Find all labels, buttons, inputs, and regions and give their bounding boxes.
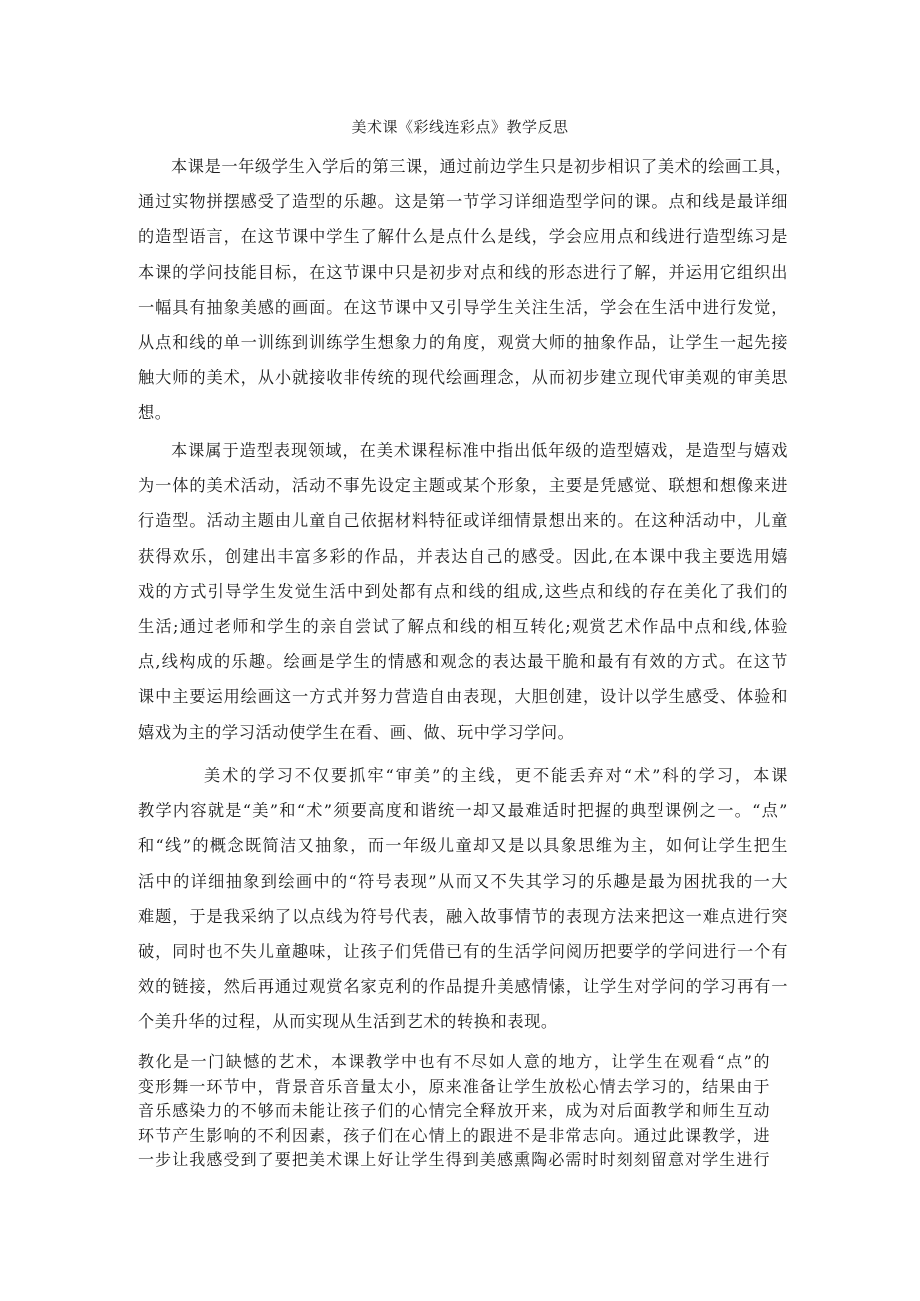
paragraph-line: 的造型语言，在这节课中学生了解什么是点什么是线，学会应用点和线进行造型练习是	[138, 227, 788, 247]
paragraph-line: 获得欢乐，创建出丰富多彩的作品，并表达自己的感受。因此,在本课中我主要选用嬉	[138, 546, 788, 566]
paragraph-line: 点,线构成的乐趣。绘画是学生的情感和观念的表达最干脆和最有有效的方式。在这节	[138, 652, 788, 672]
paragraph-3	[138, 758, 788, 1040]
paragraph-line: 触大师的美术，从小就接收非传统的现代绘画理念，从而初步建立现代审美观的审美思	[138, 368, 788, 388]
paragraph-line: 一幅具有抽象美感的画面。在这节课中又引导学生关注生活，学会在生活中进行发觉，	[138, 297, 788, 317]
paragraph-line: 本课的学问技能目标，在这节课中只是初步对点和线的形态进行了解，并运用它组织出	[138, 262, 788, 282]
paragraph-1	[138, 149, 793, 431]
paragraph-line: 本课是一年级学生入学后的第三课，通过前边学生只是初步相识了美术的绘画工具，	[171, 157, 793, 176]
document-title: 美术课《彩线连彩点》教学反思	[351, 118, 569, 136]
paragraph-line: 嬉戏为主的学习活动使学生在看、画、做、玩中学习学问。	[138, 722, 575, 742]
paragraph-line: 从点和线的单一训练到训练学生想象力的角度，观赏大师的抽象作品，让学生一起先接	[138, 332, 788, 352]
paragraph-line: 音乐感染力的不够而未能让孩子们的心情完全释放开来，成为对后面教学和师生互动	[138, 1101, 770, 1121]
paragraph-line: 美术的学习不仅要抓牢“审美”的主线，更不能丢弃对“术”科的学习，本课	[204, 766, 788, 785]
paragraph-2	[138, 433, 788, 750]
paragraph-line: 破，同时也不失儿童趣味，让孩子们凭借已有的生活学问阅历把要学的学问进行一个有	[138, 941, 788, 961]
paragraph-line: 环节产生影响的不利因素，孩子们在心情上的跟进不是非常志向。通过此课教学，进	[138, 1125, 770, 1145]
paragraph-line: 本课属于造型表现领域，在美术课程标准中指出低年级的造型嬉戏，是造型与嬉戏	[171, 441, 788, 460]
paragraph-line: 难题，于是我采纳了以点线为符号代表，融入故事情节的表现方法来把这一难点进行突	[138, 906, 788, 926]
paragraph-line: 为一体的美术活动，活动不事先设定主题或某个形象，主要是凭感觉、联想和想像来进	[138, 476, 788, 496]
paragraph-line: 活中的详细抽象到绘画中的“符号表现”从而又不失其学习的乐趣是最为困扰我的一大	[138, 871, 788, 891]
paragraph-line: 变形舞一环节中，背景音乐音量太小，原来准备让学生放松心情去学习的，结果由于	[138, 1076, 770, 1096]
paragraph-line: 教学内容就是“美”和“术”须要高度和谐统一却又最难适时把握的典型课例之一。“点”	[138, 801, 788, 821]
paragraph-line: 戏的方式引导学生发觉生活中到处都有点和线的组成,这些点和线的存在美化了我们的	[138, 581, 788, 601]
paragraph-line: 效的链接，然后再通过观赏名家克利的作品提升美感情愫，让学生对学问的学习再有一	[138, 977, 788, 997]
paragraph-line: 生活;通过老师和学生的亲自尝试了解点和线的相互转化;观赏艺术作品中点和线,体验	[138, 616, 788, 636]
paragraph-line: 个美升华的过程，从而实现从生活到艺术的转换和表现。	[138, 1012, 558, 1032]
paragraph-4	[138, 1050, 770, 1173]
paragraph-line: 一步让我感受到了要把美术课上好让学生得到美感熏陶必需时时刻刻留意对学生进行	[138, 1150, 770, 1170]
paragraph-line: 和“线”的概念既简洁又抽象，而一年级儿童却又是以具象思维为主，如何让学生把生	[138, 836, 788, 856]
paragraph-line: 教化是一门缺憾的艺术，本课教学中也有不尽如人意的地方，让学生在观看“点”的	[138, 1052, 770, 1071]
paragraph-line: 想。	[138, 403, 172, 423]
paragraph-line: 课中主要运用绘画这一方式并努力营造自由表现，大胆创建，设计以学生感受、体验和	[138, 687, 788, 707]
paragraph-line: 通过实物拼摆感受了造型的乐趣。这是第一节学习详细造型学问的课。点和线是最详细	[138, 192, 788, 212]
paragraph-line: 行造型。活动主题由儿童自己依据材料特征或详细情景想出来的。在这种活动中，儿童	[138, 511, 788, 531]
